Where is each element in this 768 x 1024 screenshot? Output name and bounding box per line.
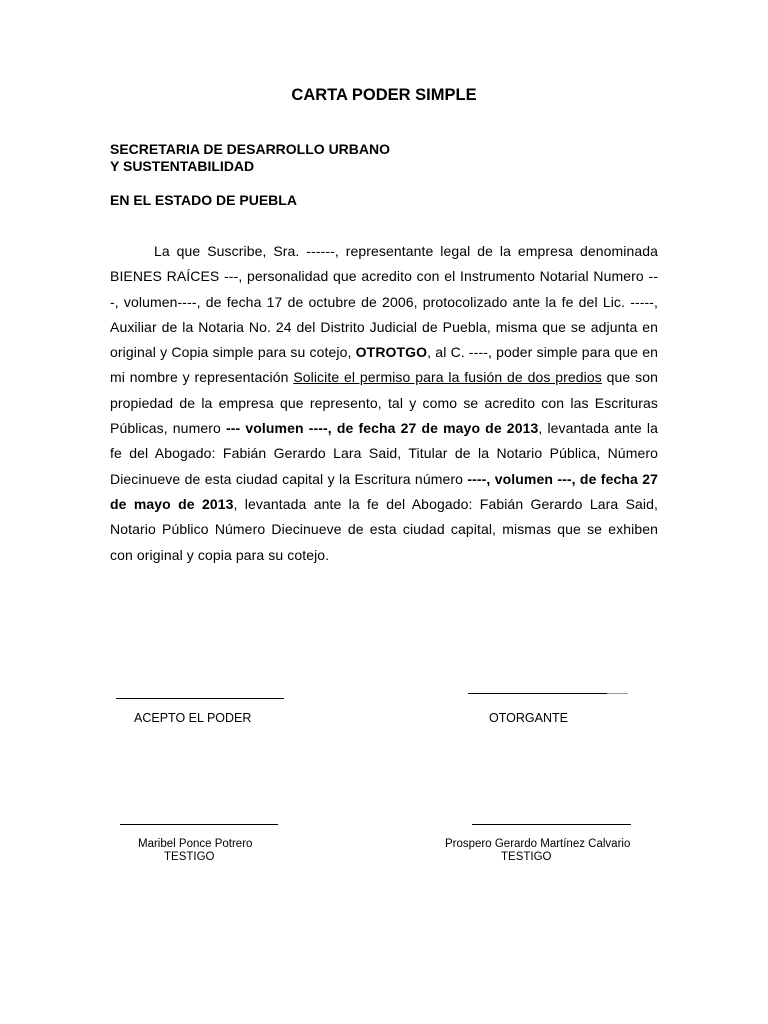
- witness-2-name: Prospero Gerardo Martínez Calvario: [445, 838, 631, 850]
- body-text-1: La que Suscribe, Sra. ------, representante legal de la empresa denominada BIENES RAÍCES ---, personalidad que acredito con el Instrumento Notarial Numero ---, volumen----, de fecha 17 de octubre de 2006, protocolizado ante la fe del Lic. -----, Auxiliar de la Notaria No. 24 del Distrito Judicial de Puebla, misma que se adjunta en original y Copia simple para su cotejo,: [110, 243, 658, 361]
- body-paragraph: [110, 239, 658, 568]
- signature-line-accept: [116, 698, 284, 699]
- signature-line-witness-1: [120, 824, 278, 825]
- document-title: CARTA PODER SIMPLE: [291, 86, 477, 104]
- witness-1-name: Maribel Ponce Potrero: [138, 838, 253, 850]
- body-bold-grant: OTROTGO: [355, 344, 428, 361]
- addressee-line-1: SECRETARIA DE DESARROLLO URBANO: [110, 141, 391, 157]
- accept-power-label: ACEPTO EL PODER: [134, 711, 252, 725]
- body-bold-deed-2: ----, volumen ---, de fecha 27 de mayo de 2013: [110, 470, 658, 512]
- body-text-4: , levantada ante la fe del Abogado: Fabián Gerardo Lara Said, Titular de la Notario Pública, Número Diecinueve de esta ciudad capital y la Escritura número: [110, 420, 658, 487]
- body-text-5: , levantada ante la fe del Abogado: Fabián Gerardo Lara Said, Notario Público Número Diecinueve de esta ciudad capital, mismas que se exhiben con original y copia para su cotejo.: [110, 495, 658, 563]
- body-text-3: que son propiedad de la empresa que represento, tal y como se acredito con las Escrituras Públicas, numero: [110, 369, 658, 437]
- body-text-2: , al C. ----, poder simple para que en mi nombre y representación: [110, 344, 658, 386]
- witness-2-role: TESTIGO: [501, 851, 552, 863]
- signature-line-grantor: [468, 693, 607, 694]
- addressee-line-3: EN EL ESTADO DE PUEBLA: [110, 192, 297, 208]
- witness-1-role: TESTIGO: [164, 851, 215, 863]
- signature-line-witness-2: [472, 824, 631, 825]
- body-bold-deed-1: --- volumen ----, de fecha 27 de mayo de 2013: [225, 420, 539, 437]
- body-underlined-request: Solicite el permiso para la fusión de dos predios: [293, 369, 602, 386]
- addressee-line-2: Y SUSTENTABILIDAD: [110, 158, 255, 174]
- grantor-label: OTORGANTE: [489, 711, 568, 725]
